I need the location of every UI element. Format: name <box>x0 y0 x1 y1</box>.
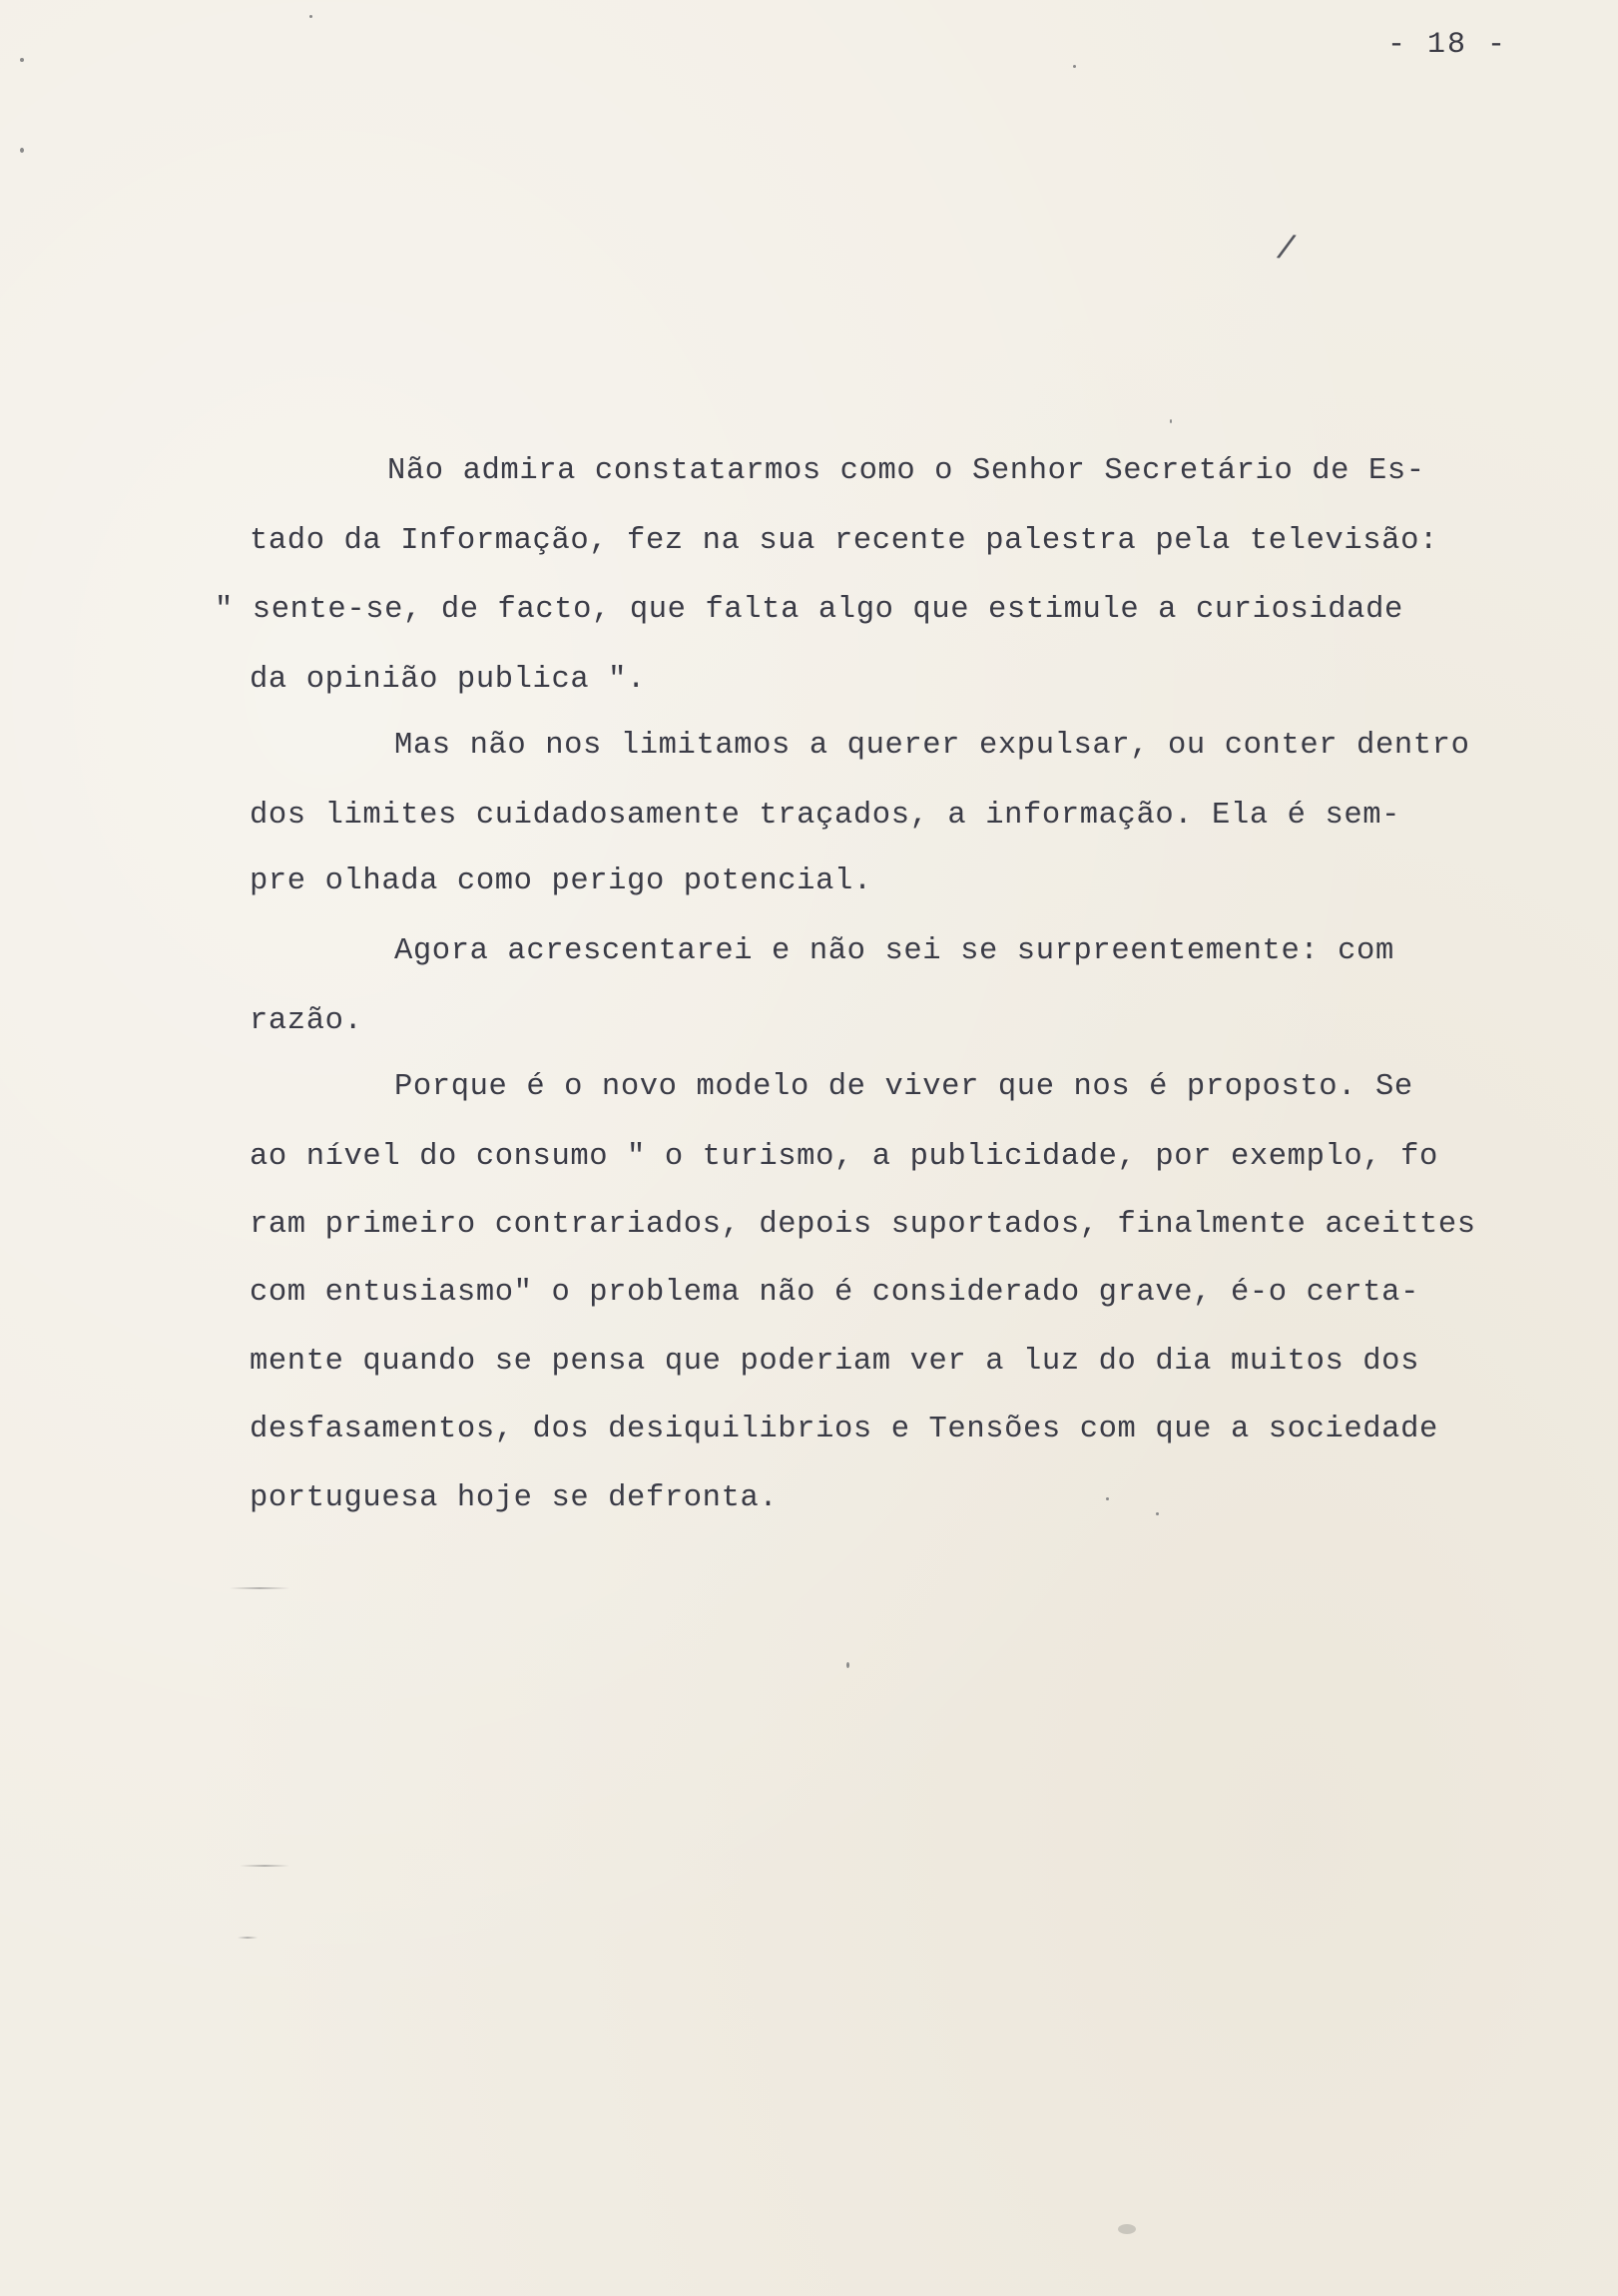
paper-speck <box>309 15 312 18</box>
text-line: desfasamentos, dos desiquilibrios e Tensões com que a sociedade <box>250 1413 1438 1446</box>
text-line: da opinião publica ". <box>250 663 646 697</box>
text-line: razão. <box>250 1004 363 1038</box>
text-line: dos limites cuidadosamente traçados, a informação. Ela é sem- <box>250 799 1401 833</box>
text-line: Agora acrescentarei e não sei se surpreentemente: com <box>394 934 1394 968</box>
text-line: Porque é o novo modelo de viver que nos é proposto. Se <box>394 1070 1413 1104</box>
paper-smudge <box>238 1937 258 1939</box>
page-number: - 18 - <box>1387 28 1508 62</box>
text-line: portuguesa hoje se defronta. <box>250 1481 779 1515</box>
text-line: pre olhada como perigo potencial. <box>250 864 872 898</box>
paper-speck <box>846 1662 849 1668</box>
text-line: mente quando se pensa que poderiam ver a luz do dia muitos dos <box>250 1345 1419 1379</box>
paper-smudge <box>240 1865 289 1867</box>
text-line: com entusiasmo" o problema não é considerado grave, é-o certa- <box>250 1276 1419 1310</box>
text-line: Mas não nos limitamos a querer expulsar, ou conter dentro <box>394 729 1470 763</box>
paper-speck <box>1106 1497 1109 1500</box>
paper-smudge <box>230 1587 289 1589</box>
paper-speck <box>1073 65 1076 68</box>
paper-speck <box>1118 2224 1136 2234</box>
paper-speck <box>20 148 24 153</box>
margin-slash-mark: / <box>1273 230 1299 272</box>
paper-speck <box>1156 1512 1159 1515</box>
paper-speck <box>20 58 24 62</box>
paper-speck <box>1170 419 1172 423</box>
text-line: tado da Informação, fez na sua recente palestra pela televisão: <box>250 524 1438 558</box>
text-line: ao nível do consumo " o turismo, a publicidade, por exemplo, fo <box>250 1140 1438 1174</box>
text-line: Não admira constatarmos como o Senhor Secretário de Es- <box>387 454 1425 488</box>
text-line: ram primeiro contrariados, depois suportados, finalmente aceittes <box>250 1208 1476 1242</box>
text-line: " sente-se, de facto, que falta algo que estimule a curiosidade <box>215 593 1403 627</box>
